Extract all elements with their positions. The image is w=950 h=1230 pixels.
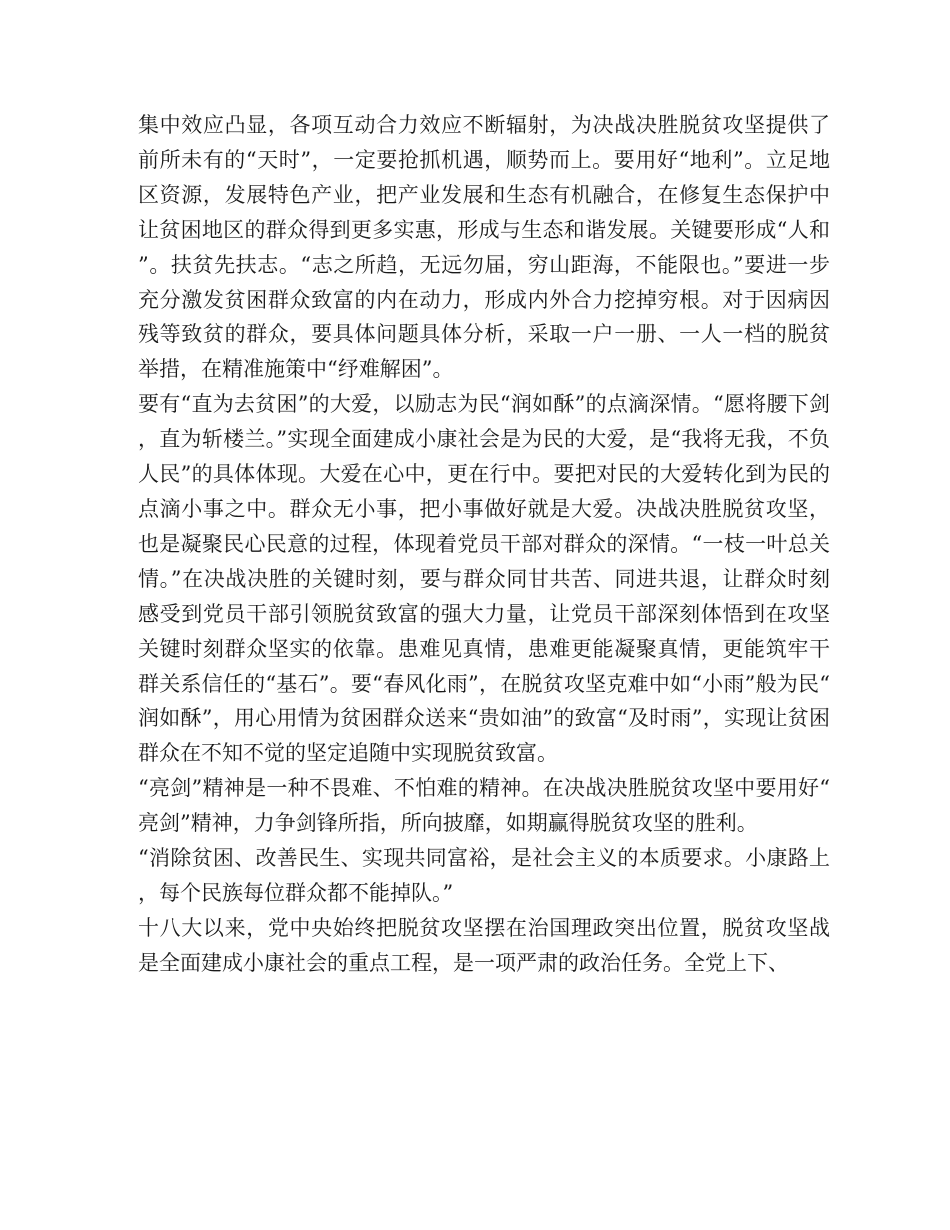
paragraph-4: “消除贫困、改善民生、实现共同富裕，是社会主义的本质要求。小康路上，每个民族每位群众都不能掉队。” — [138, 846, 830, 905]
paragraph-1: 集中效应凸显，各项互动合力效应不断辐射，为决战决胜脱贫攻坚提供了前所未有的“天时”，一定要抢抓机遇，顺势而上。要用好“地利”。立足地区资源，发展特色产业，把产业发展和生态有机融合，在修复生态保护中让贫困地区的群众得到更多实惠，形成与生态和谐发展。关键要形成“人和”。扶贫先扶志。“志之所趋，无远勿届，穷山距海，不能限也。”要进一步充分激发贫困群众致富的内在动力，形成内外合力挖掉穷根。对于因病因残等致贫的群众，要具体问题具体分析，采取一户一册、一人一档的脱贫举措，在精准施策中“纾难解困”。 — [138, 113, 830, 382]
paragraph-5: 十八大以来，党中央始终把脱贫攻坚摆在治国理政突出位置，脱贫攻坚战是全面建成小康社会的重点工程，是一项严肃的政治任务。全党上下、 — [138, 915, 830, 975]
paragraph-3: “亮剑”精神是一种不畏难、不怕难的精神。在决战决胜脱贫攻坚中要用好“亮剑”精神，力争剑锋所指，所向披靡，如期赢得脱贫攻坚的胜利。 — [138, 776, 830, 836]
paragraph-2: 要有“直为去贫困”的大爱，以励志为民“润如酥”的点滴深情。“愿将腰下剑，直为斩楼兰。”实现全面建成小康社会是为民的大爱，是“我将无我，不负人民”的具体体现。大爱在心中，更在行中。要把对民的大爱转化到为民的点滴小事之中。群众无小事，把小事做好就是大爱。决战决胜脱贫攻坚，也是凝聚民心民意的过程，体现着党员干部对群众的深情。“一枝一叶总关情。”在决战决胜的关键时刻，要与群众同甘共苦、同进共退，让群众时刻感受到党员干部引领脱贫致富的强大力量，让党员干部深刻体悟到在攻坚关键时刻群众坚实的依靠。患难见真情，患难更能凝聚真情，更能筑牢干群关系信任的“基石”。要“春风化雨”，在脱贫攻坚克难中如“小雨”般为民“润如酥”，用心用情为贫困群众送来“贵如油”的致富“及时雨”，实现让贫困群众在不知不觉的坚定追随中实现脱贫致富。 — [138, 392, 830, 766]
document-page — [138, 108, 830, 981]
